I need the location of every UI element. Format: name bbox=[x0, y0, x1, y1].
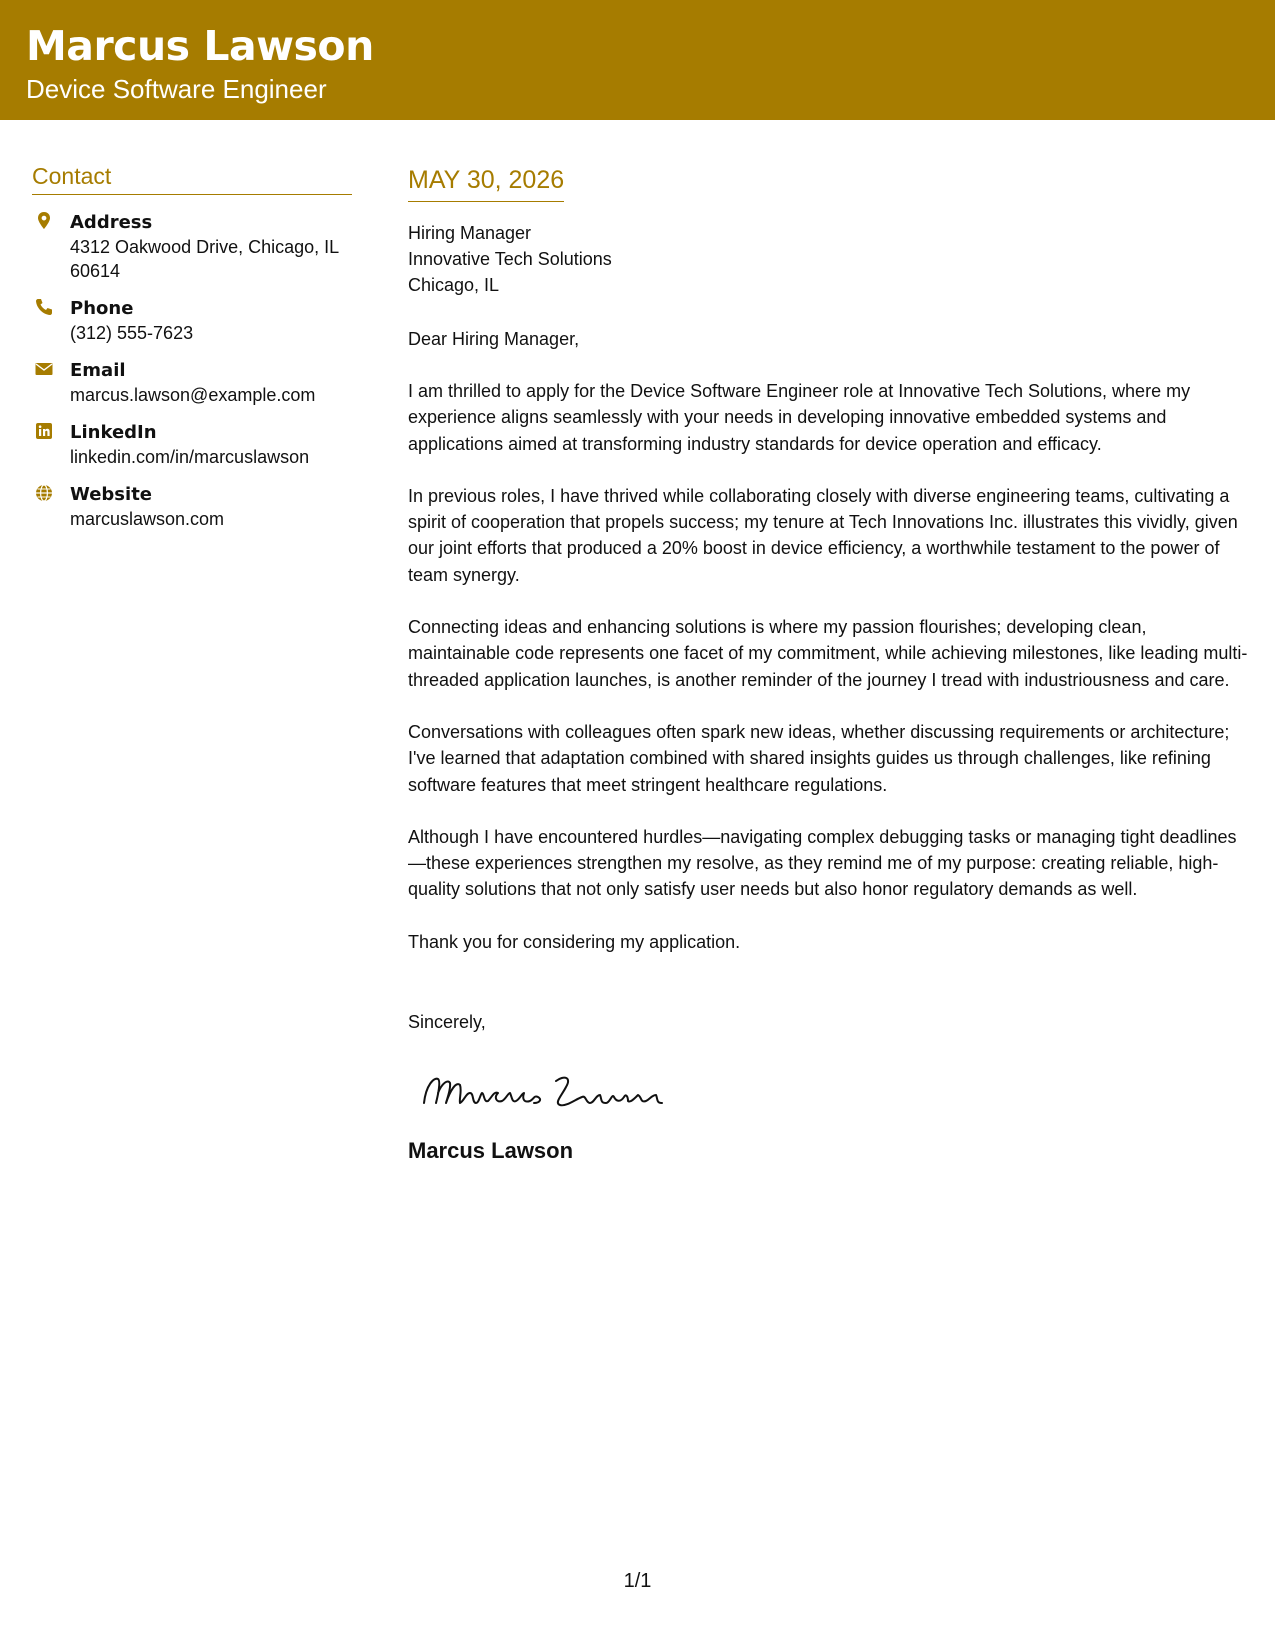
letter-date: MAY 30, 2026 bbox=[408, 166, 564, 202]
contact-linkedin-value: linkedin.com/in/marcuslawson bbox=[70, 447, 310, 467]
candidate-role: Device Software Engineer bbox=[26, 74, 327, 104]
contact-heading: Contact bbox=[32, 163, 352, 195]
contact-label: LinkedIn bbox=[70, 422, 157, 443]
contact-label: Phone bbox=[70, 298, 134, 319]
letter-paragraph: Connecting ideas and enhancing solutions is where my passion flourishes; developing clean, maintainable code represents one facet of my commitment, while achieving milestones, like leading multi-threaded application launches, is another reminder of the journey I tread with industriousness and care. bbox=[408, 617, 1248, 690]
envelope-icon bbox=[34, 359, 54, 379]
contact-label: Website bbox=[70, 484, 153, 505]
candidate-name: Marcus Lawson bbox=[26, 22, 374, 70]
recipient-location: Chicago, IL bbox=[408, 275, 500, 295]
map-pin-icon bbox=[34, 211, 54, 231]
contact-item-email bbox=[32, 359, 352, 407]
letter-paragraph: Conversations with colleagues often spark new ideas, whether discussing requirements or architecture; I've learned that adaptation combined with shared insights guides us through challenges, like refining software features that meet stringent healthcare regulations. bbox=[408, 721, 1230, 795]
header-banner bbox=[0, 0, 1275, 120]
phone-icon bbox=[34, 297, 54, 317]
contact-address-value: 4312 Oakwood Drive, Chicago, IL 60614 bbox=[70, 237, 339, 281]
contact-website-value: marcuslawson.com bbox=[70, 509, 225, 529]
contact-item-linkedin bbox=[32, 421, 352, 469]
letter-paragraph: Although I have encountered hurdles—navigating complex debugging tasks or managing tight deadlines—these experiences strengthen my resolve, as they remind me of my purpose: creating reliable, high-quality solutions that not only satisfy user needs but also honor regulatory demands as well. bbox=[408, 826, 1237, 900]
linkedin-icon bbox=[34, 421, 54, 441]
letter-closing: Sincerely, bbox=[408, 1012, 486, 1033]
contact-item-phone bbox=[32, 297, 352, 345]
letter-body bbox=[408, 166, 1248, 1164]
signer-name: Marcus Lawson bbox=[408, 1138, 574, 1164]
contact-label: Address bbox=[70, 212, 153, 233]
letter-paragraph: I am thrilled to apply for the Device Software Engineer role at Innovative Tech Solutions, where my experience aligns seamlessly with your needs in developing innovative embedded systems and applications aimed at transforming industry standards for device operation and efficacy. bbox=[408, 381, 1191, 454]
contact-item-website bbox=[32, 483, 352, 531]
contact-sidebar bbox=[32, 163, 352, 545]
globe-icon bbox=[34, 483, 54, 503]
contact-phone-value: (312) 555-7623 bbox=[70, 323, 194, 343]
letter-paragraph: Thank you for considering my application. bbox=[408, 931, 741, 952]
recipient-title: Hiring Manager bbox=[408, 223, 532, 243]
contact-email-value: marcus.lawson@example.com bbox=[70, 385, 316, 405]
contact-label: Email bbox=[70, 360, 126, 381]
letter-greeting: Dear Hiring Manager, bbox=[408, 329, 580, 349]
page-number: 1/1 bbox=[623, 1570, 652, 1592]
handwritten-signature bbox=[416, 1063, 676, 1119]
recipient-block bbox=[408, 220, 1248, 298]
letter-paragraph: In previous roles, I have thrived while collaborating closely with diverse engineering teams, cultivating a spirit of cooperation that propels success; my tenure at Tech Innovations Inc. illustrates this vividly, given our joint efforts that produced a 20% boost in device efficiency, a worthwhile testament to the power of team synergy. bbox=[408, 485, 1238, 585]
contact-item-address bbox=[32, 211, 352, 283]
recipient-company: Innovative Tech Solutions bbox=[408, 249, 612, 269]
